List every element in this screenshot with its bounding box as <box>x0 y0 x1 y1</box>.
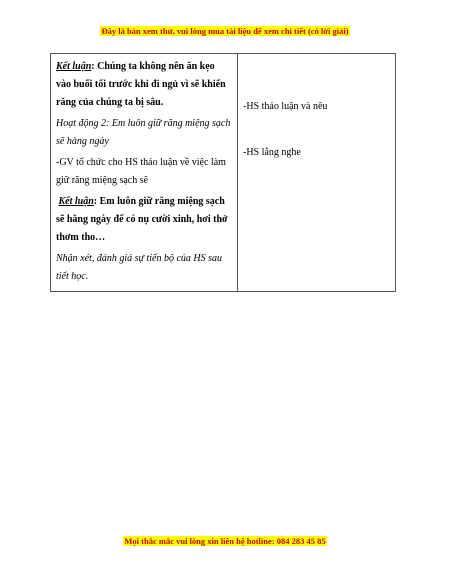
preview-notice-text: Đây là bản xem thử, vui lòng mua tài liệu để xem chi tiết (có lời giải) <box>101 26 349 36</box>
teacher-activity-cell <box>51 54 238 292</box>
activity-2-instruction: -GV tổ chức cho HS thảo luận về việc làm giữ răng miệng sạch sẽ <box>56 157 226 186</box>
student-response-1: -HS thảo luận và nêu <box>243 101 328 112</box>
activity-2-title: Hoạt động 2: Em luôn giữ răng miệng sạch sẽ hàng ngày <box>56 118 231 147</box>
conclusion-2 <box>56 193 232 247</box>
conclusion-1 <box>56 58 232 112</box>
closing-note: Nhận xét, đánh giá sự tiến bộ của HS sau tiết học. <box>56 253 222 282</box>
conclusion-2-text: : Em luôn giữ răng miệng sạch sẽ hằng ngày để có nụ cười xinh, hơi thở thơm tho… <box>56 196 228 243</box>
conclusion-2-label: Kết luận <box>58 196 94 207</box>
hotline-notice-text: Mọi thắc mắc vui lòng xin liên hệ hotline: 084 283 45 85 <box>124 536 326 546</box>
lesson-plan-table <box>50 53 396 292</box>
hotline-notice-banner <box>0 536 450 546</box>
conclusion-1-label: Kết luận <box>56 61 92 72</box>
conclusion-1-text: : Chúng ta không nên ăn kẹo vào buổi tối trước khi đi ngủ vì sẽ khiến răng của chúng ta bị sâu. <box>56 61 226 108</box>
student-activity-cell <box>238 54 396 292</box>
student-response-2: -HS lắng nghe <box>243 147 301 158</box>
preview-notice-banner <box>0 26 450 36</box>
table-row <box>51 54 396 292</box>
